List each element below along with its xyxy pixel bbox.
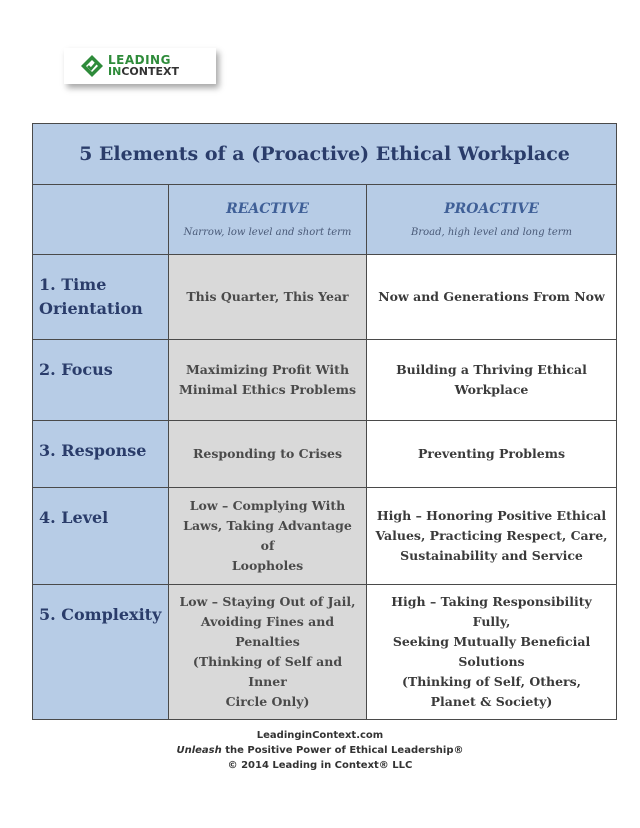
cell-line: Workplace xyxy=(454,382,529,397)
table-row xyxy=(33,421,617,488)
footer xyxy=(0,728,640,773)
row-label xyxy=(33,340,169,421)
cell-line: (Thinking of Self, Others, xyxy=(402,674,582,689)
cell-line: Building a Thriving Ethical xyxy=(396,362,587,377)
footer-tagline-emphasis: Unleash xyxy=(176,745,222,756)
reactive-cell xyxy=(169,255,367,340)
cell-line: Penalties xyxy=(235,634,300,649)
logo-in: IN xyxy=(108,65,122,78)
cell-line: High – Taking Responsibility Fully, xyxy=(391,594,592,629)
row-label-line: 1. Time xyxy=(39,275,107,294)
cell-line: Avoiding Fines and xyxy=(200,614,335,629)
cell-line: Sustainability and Service xyxy=(400,548,583,563)
row-label-line: 2. Focus xyxy=(39,360,113,379)
cell-line: Planet & Society) xyxy=(430,694,553,709)
cell-line: Seeking Mutually Beneficial xyxy=(392,634,591,649)
proactive-cell xyxy=(367,340,617,421)
cell-line: This Quarter, This Year xyxy=(186,289,349,304)
footer-copyright: © 2014 Leading in Context® LLC xyxy=(227,760,413,771)
header-empty-cell xyxy=(33,185,169,255)
table-title: 5 Elements of a (Proactive) Ethical Workplace xyxy=(33,124,617,185)
footer-site: LeadinginContext.com xyxy=(256,730,384,741)
reactive-cell xyxy=(169,585,367,720)
footer-tagline xyxy=(0,743,640,758)
diamond-check-icon xyxy=(80,54,104,78)
footer-tagline-rest: the Positive Power of Ethical Leadership® xyxy=(221,745,464,756)
cell-line: Responding to Crises xyxy=(193,446,342,461)
proactive-title: PROACTIVE xyxy=(444,201,539,217)
row-label-line: 3. Response xyxy=(39,441,147,460)
logo xyxy=(64,48,216,84)
cell-line: Solutions xyxy=(458,654,525,669)
table-row xyxy=(33,340,617,421)
cell-line: Laws, Taking Advantage of xyxy=(183,518,352,553)
row-label xyxy=(33,488,169,585)
cell-line: Low – Complying With xyxy=(189,498,346,513)
cell-line: Loopholes xyxy=(231,558,304,573)
row-label-line: 5. Complexity xyxy=(39,605,162,624)
cell-line: Minimal Ethics Problems xyxy=(178,382,356,397)
logo-line2 xyxy=(108,66,179,77)
cell-line: Maximizing Profit With xyxy=(185,362,350,377)
row-label xyxy=(33,255,169,340)
table-row xyxy=(33,488,617,585)
row-label xyxy=(33,421,169,488)
proactive-subtitle: Broad, high level and long term xyxy=(411,227,573,238)
proactive-cell xyxy=(367,255,617,340)
logo-text xyxy=(108,55,179,77)
proactive-cell xyxy=(367,421,617,488)
cell-line: (Thinking of Self and Inner xyxy=(192,654,343,689)
row-label xyxy=(33,585,169,720)
table-row xyxy=(33,585,617,720)
cell-line: High – Honoring Positive Ethical xyxy=(376,508,607,523)
reactive-cell xyxy=(169,340,367,421)
reactive-subtitle: Narrow, low level and short term xyxy=(183,227,352,238)
reactive-cell xyxy=(169,421,367,488)
cell-line: Preventing Problems xyxy=(418,446,565,461)
reactive-title: REACTIVE xyxy=(226,201,309,217)
reactive-cell xyxy=(169,488,367,585)
cell-line: Low – Staying Out of Jail, xyxy=(179,594,356,609)
proactive-cell xyxy=(367,585,617,720)
elements-table xyxy=(32,123,617,720)
logo-line1: LEADING xyxy=(108,53,171,67)
proactive-cell xyxy=(367,488,617,585)
row-label-line: Orientation xyxy=(39,299,143,318)
cell-line: Circle Only) xyxy=(225,694,310,709)
proactive-header xyxy=(367,185,617,255)
logo-context: CONTEXT xyxy=(121,65,179,78)
cell-line: Values, Practicing Respect, Care, xyxy=(375,528,608,543)
row-label-line: 4. Level xyxy=(39,508,109,527)
table-row xyxy=(33,255,617,340)
reactive-header xyxy=(169,185,367,255)
cell-line: Now and Generations From Now xyxy=(378,289,605,304)
